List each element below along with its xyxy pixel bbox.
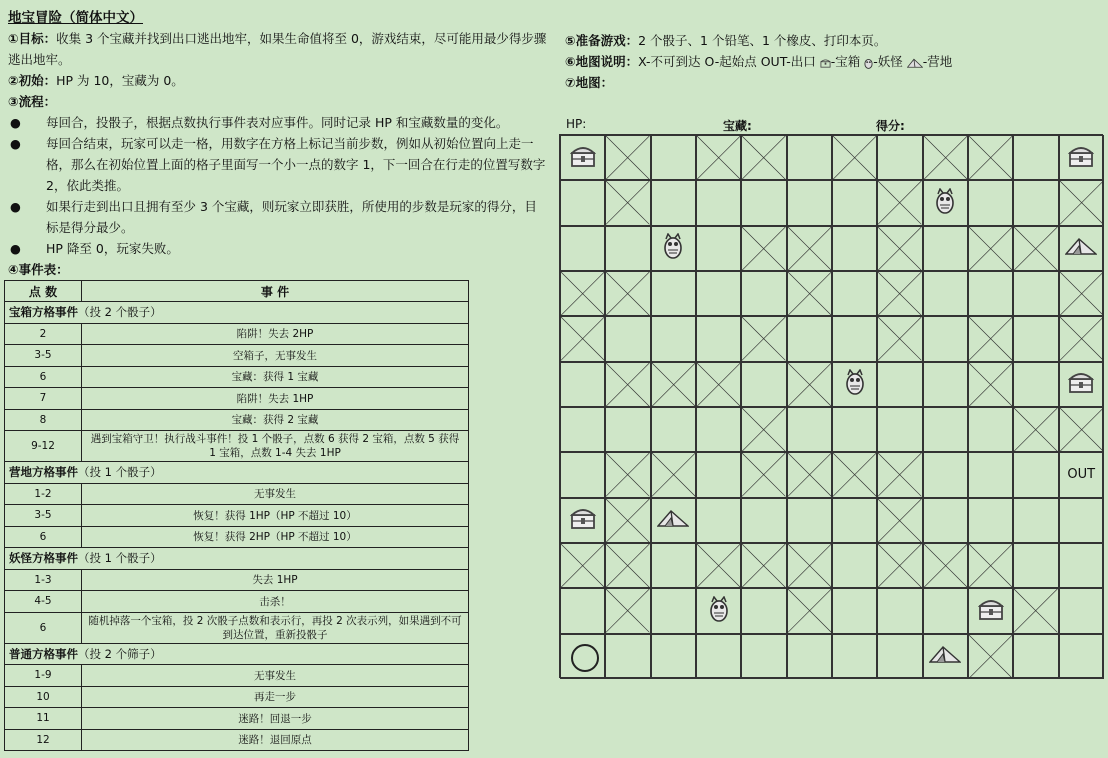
exit-cell xyxy=(1059,452,1104,497)
map-cell xyxy=(651,634,696,679)
table-row xyxy=(5,388,469,410)
map-cell xyxy=(1013,362,1058,407)
section-title: 普通方格事件（投 2 个筛子） xyxy=(5,643,469,665)
blocked-cell xyxy=(923,135,968,180)
chest-icon xyxy=(570,144,596,172)
exit-label: OUT xyxy=(1067,467,1096,483)
map-cell xyxy=(787,316,832,361)
blocked-cell xyxy=(787,362,832,407)
map-cell xyxy=(832,180,877,225)
blocked-cell xyxy=(968,135,1013,180)
section-row xyxy=(5,302,469,324)
info-panel xyxy=(565,30,1105,93)
map-cell xyxy=(877,362,922,407)
map-cell xyxy=(923,407,968,452)
blocked-cell xyxy=(968,316,1013,361)
map-cell xyxy=(832,226,877,271)
table-row xyxy=(5,686,469,708)
event-cell: 空箱子，无事发生 xyxy=(82,345,469,367)
monster-icon xyxy=(935,188,955,218)
prep-paragraph: ⑤准备游戏：2 个骰子、1 个铅笔、1 个橡皮、打印本页。 xyxy=(565,33,887,48)
points-cell: 10 xyxy=(5,686,82,708)
blocked-cell xyxy=(1013,226,1058,271)
blocked-cell xyxy=(832,135,877,180)
blocked-cell xyxy=(832,452,877,497)
legend-paragraph: ⑥地图说明：X-不可到达 O-起始点 OUT-出口 -宝箱 -妖怪 -营地 xyxy=(565,54,953,69)
map-cell xyxy=(923,498,968,543)
map-cell xyxy=(877,135,922,180)
chest-icon xyxy=(1068,144,1094,172)
table-row xyxy=(5,323,469,345)
dungeon-map xyxy=(559,134,1103,678)
map-cell xyxy=(741,180,786,225)
section-row xyxy=(5,548,469,570)
init-paragraph: ②初始：HP 为 10，宝藏为 0。 xyxy=(8,73,184,88)
blocked-cell xyxy=(787,271,832,316)
map-cell xyxy=(923,362,968,407)
map-cell xyxy=(651,180,696,225)
map-cell xyxy=(787,135,832,180)
blocked-cell xyxy=(968,543,1013,588)
map-cell xyxy=(1013,543,1058,588)
map-cell xyxy=(1059,588,1104,633)
monster-icon xyxy=(845,369,865,399)
camp-cell xyxy=(923,634,968,679)
points-cell: 1-2 xyxy=(5,483,82,505)
blocked-cell xyxy=(968,226,1013,271)
flow-item xyxy=(8,196,548,238)
map-cell xyxy=(1013,498,1058,543)
blocked-cell xyxy=(1059,271,1104,316)
blocked-cell xyxy=(877,316,922,361)
map-cell xyxy=(968,180,1013,225)
blocked-cell xyxy=(787,226,832,271)
event-cell: 恢复！获得 1HP（HP 不超过 10） xyxy=(82,505,469,527)
map-cell xyxy=(605,226,650,271)
event-table xyxy=(4,280,469,751)
map-cell xyxy=(560,180,605,225)
chest-icon xyxy=(570,506,596,534)
blocked-cell xyxy=(1059,407,1104,452)
monster-icon xyxy=(864,57,873,69)
rules-panel xyxy=(8,8,548,280)
hp-label: HP: xyxy=(566,117,587,131)
event-cell: 失去 1HP xyxy=(82,569,469,591)
flow-list xyxy=(8,112,548,259)
map-cell xyxy=(832,634,877,679)
page-title: 地宝冒险（简体中文） xyxy=(8,10,143,26)
map-cell xyxy=(696,271,741,316)
monster-cell xyxy=(696,588,741,633)
blocked-cell xyxy=(787,452,832,497)
map-cell xyxy=(741,271,786,316)
map-cell xyxy=(1013,316,1058,361)
map-cell xyxy=(923,588,968,633)
flow-item-text: 每回合，投骰子，根据点数执行事件表对应事件。同时记录 HP 和宝藏数量的变化。 xyxy=(46,115,509,130)
section-title: 宝箱方格事件（投 2 个骰子） xyxy=(5,302,469,324)
monster-icon xyxy=(663,233,683,263)
map-cell xyxy=(696,180,741,225)
blocked-cell xyxy=(1013,588,1058,633)
points-cell: 8 xyxy=(5,409,82,431)
map-cell xyxy=(968,271,1013,316)
points-header: 点 数 xyxy=(5,281,82,302)
section-title: 妖怪方格事件（投 1 个骰子） xyxy=(5,548,469,570)
map-cell xyxy=(741,362,786,407)
blocked-cell xyxy=(605,362,650,407)
map-cell xyxy=(605,407,650,452)
map-cell xyxy=(787,407,832,452)
chest-cell xyxy=(560,498,605,543)
map-cell xyxy=(832,271,877,316)
camp-cell xyxy=(1059,226,1104,271)
blocked-cell xyxy=(741,407,786,452)
map-cell xyxy=(832,316,877,361)
blocked-cell xyxy=(560,271,605,316)
map-cell xyxy=(787,180,832,225)
monster-cell xyxy=(651,226,696,271)
event-cell: 宝藏：获得 2 宝藏 xyxy=(82,409,469,431)
map-cell xyxy=(787,634,832,679)
map-cell xyxy=(651,271,696,316)
chest-cell xyxy=(560,135,605,180)
chest-cell xyxy=(1059,135,1104,180)
points-cell: 9-12 xyxy=(5,431,82,462)
goal-paragraph: ①目标：收集 3 个宝藏并找到出口逃出地牢，如果生命值将至 0，游戏结束，尽可能用最少得步骤逃出地牢。 xyxy=(8,31,547,67)
map-cell xyxy=(741,588,786,633)
points-cell: 4-5 xyxy=(5,591,82,613)
map-cell xyxy=(923,316,968,361)
table-row xyxy=(5,409,469,431)
section-row xyxy=(5,643,469,665)
camp-icon xyxy=(929,645,961,667)
event-cell: 遇到宝箱守卫！执行战斗事件！投 1 个骰子，点数 6 获得 2 宝箱，点数 5 获得 1 宝箱，点数 1-4 失去 1HP xyxy=(82,431,469,462)
table-row xyxy=(5,569,469,591)
blocked-cell xyxy=(923,543,968,588)
event-cell: 随机掉落一个宝箱，投 2 次骰子点数和表示行，再投 2 次表示列，如果遇到不可到达位置，重新投骰子 xyxy=(82,612,469,643)
points-cell: 3-5 xyxy=(5,345,82,367)
blocked-cell xyxy=(877,452,922,497)
blocked-cell xyxy=(877,543,922,588)
blocked-cell xyxy=(560,316,605,361)
map-cell xyxy=(923,226,968,271)
map-cell xyxy=(832,407,877,452)
flow-heading: ③流程： xyxy=(8,94,57,109)
monster-cell xyxy=(923,180,968,225)
blocked-cell xyxy=(877,226,922,271)
event-cell: 击杀！ xyxy=(82,591,469,613)
event-cell: 宝藏：获得 1 宝藏 xyxy=(82,366,469,388)
blocked-cell xyxy=(877,498,922,543)
points-cell: 7 xyxy=(5,388,82,410)
blocked-cell xyxy=(696,362,741,407)
map-cell xyxy=(741,498,786,543)
chest-icon xyxy=(978,597,1004,625)
flow-item-text: 每回合结束，玩家可以走一格，用数字在方格上标记当前步数，例如从初始位置向上走一格，那么在初始位置上面的格子里面写一个小一点的数字 1，下一回合在行走的位置写数字 2，依此类推。 xyxy=(46,136,546,193)
blocked-cell xyxy=(1013,407,1058,452)
monster-icon xyxy=(709,596,729,626)
blocked-cell xyxy=(741,316,786,361)
blocked-cell xyxy=(1059,180,1104,225)
map-cell xyxy=(1013,271,1058,316)
camp-icon xyxy=(1065,237,1097,259)
points-cell: 12 xyxy=(5,729,82,751)
blocked-cell xyxy=(696,135,741,180)
points-cell: 6 xyxy=(5,366,82,388)
map-cell xyxy=(696,316,741,361)
blocked-cell xyxy=(741,452,786,497)
event-cell: 无事发生 xyxy=(82,483,469,505)
map-cell xyxy=(923,452,968,497)
map-cell xyxy=(787,498,832,543)
chest-cell xyxy=(968,588,1013,633)
event-cell: 陷阱！失去 1HP xyxy=(82,388,469,410)
map-cell xyxy=(560,407,605,452)
map-cell xyxy=(560,452,605,497)
table-row xyxy=(5,591,469,613)
map-cell xyxy=(741,634,786,679)
blocked-cell xyxy=(741,226,786,271)
map-cell xyxy=(560,588,605,633)
table-row xyxy=(5,708,469,730)
flow-item-text: HP 降至 0，玩家失败。 xyxy=(46,241,179,256)
event-cell: 恢复！获得 2HP（HP 不超过 10） xyxy=(82,526,469,548)
blocked-cell xyxy=(605,498,650,543)
map-cell xyxy=(605,634,650,679)
table-row xyxy=(5,431,469,462)
table-row xyxy=(5,526,469,548)
blocked-cell xyxy=(605,180,650,225)
blocked-cell xyxy=(651,452,696,497)
map-cell xyxy=(832,588,877,633)
section-row xyxy=(5,462,469,484)
blocked-cell xyxy=(968,634,1013,679)
points-cell: 2 xyxy=(5,323,82,345)
section-title: 营地方格事件（投 1 个骰子） xyxy=(5,462,469,484)
blocked-cell xyxy=(877,271,922,316)
bullet-dot: ● xyxy=(10,115,21,130)
start-cell xyxy=(560,634,605,679)
map-cell xyxy=(968,407,1013,452)
blocked-cell xyxy=(605,543,650,588)
map-cell xyxy=(832,543,877,588)
bullet-dot: ● xyxy=(10,136,21,151)
flow-item xyxy=(8,238,548,259)
event-cell: 迷路！回退一步 xyxy=(82,708,469,730)
points-cell: 11 xyxy=(5,708,82,730)
map-heading: ⑦地图： xyxy=(565,75,614,90)
camp-icon xyxy=(907,58,923,68)
map-cell xyxy=(696,407,741,452)
flow-item-text: 如果行走到出口且拥有至少 3 个宝藏，则玩家立即获胜，所使用的步数是玩家的得分，目标是得分最少。 xyxy=(46,199,537,235)
table-row xyxy=(5,505,469,527)
map-cell xyxy=(832,498,877,543)
map-cell xyxy=(877,588,922,633)
map-cell xyxy=(877,407,922,452)
blocked-cell xyxy=(741,135,786,180)
map-cell xyxy=(923,271,968,316)
map-cell xyxy=(651,543,696,588)
map-cell xyxy=(1013,452,1058,497)
map-cell xyxy=(1013,634,1058,679)
flow-item xyxy=(8,112,548,133)
map-cell xyxy=(696,226,741,271)
map-cell xyxy=(1059,498,1104,543)
event-cell: 再走一步 xyxy=(82,686,469,708)
blocked-cell xyxy=(1059,316,1104,361)
flow-item xyxy=(8,133,548,196)
map-cell xyxy=(696,452,741,497)
camp-cell xyxy=(651,498,696,543)
map-cell xyxy=(968,452,1013,497)
map-cell xyxy=(560,362,605,407)
map-cell xyxy=(651,588,696,633)
camp-icon xyxy=(657,509,689,531)
blocked-cell xyxy=(605,271,650,316)
points-cell: 3-5 xyxy=(5,505,82,527)
map-cell xyxy=(1013,135,1058,180)
table-row xyxy=(5,366,469,388)
table-row xyxy=(5,345,469,367)
table-row xyxy=(5,665,469,687)
blocked-cell xyxy=(605,135,650,180)
map-cell xyxy=(1059,543,1104,588)
blocked-cell xyxy=(605,588,650,633)
bullet-dot: ● xyxy=(10,199,21,214)
blocked-cell xyxy=(741,543,786,588)
table-row xyxy=(5,729,469,751)
blocked-cell xyxy=(877,180,922,225)
points-cell: 6 xyxy=(5,612,82,643)
map-cell xyxy=(968,498,1013,543)
map-cell xyxy=(696,498,741,543)
map-cell xyxy=(605,316,650,361)
event-cell: 陷阱！失去 2HP xyxy=(82,323,469,345)
bullet-dot: ● xyxy=(10,241,21,256)
blocked-cell xyxy=(787,588,832,633)
blocked-cell xyxy=(787,543,832,588)
blocked-cell xyxy=(560,543,605,588)
points-cell: 1-3 xyxy=(5,569,82,591)
map-cell xyxy=(651,135,696,180)
map-cell xyxy=(560,226,605,271)
points-cell: 6 xyxy=(5,526,82,548)
score-label: 得分: xyxy=(876,119,905,133)
table-row xyxy=(5,483,469,505)
table-row xyxy=(5,612,469,643)
map-cell xyxy=(1013,180,1058,225)
blocked-cell xyxy=(605,452,650,497)
chest-cell xyxy=(1059,362,1104,407)
start-circle xyxy=(571,644,599,672)
map-cell xyxy=(696,634,741,679)
event-header: 事 件 xyxy=(82,281,469,302)
map-cell xyxy=(1059,634,1104,679)
chest-icon xyxy=(820,58,831,68)
treasure-label: 宝藏: xyxy=(723,119,752,133)
blocked-cell xyxy=(651,362,696,407)
blocked-cell xyxy=(968,362,1013,407)
map-cell xyxy=(877,634,922,679)
event-heading: ④事件表： xyxy=(8,262,69,277)
map-cell xyxy=(651,316,696,361)
event-cell: 迷路！退回原点 xyxy=(82,729,469,751)
event-cell: 无事发生 xyxy=(82,665,469,687)
chest-icon xyxy=(1068,370,1094,398)
blocked-cell xyxy=(696,543,741,588)
monster-cell xyxy=(832,362,877,407)
points-cell: 1-9 xyxy=(5,665,82,687)
map-cell xyxy=(651,407,696,452)
